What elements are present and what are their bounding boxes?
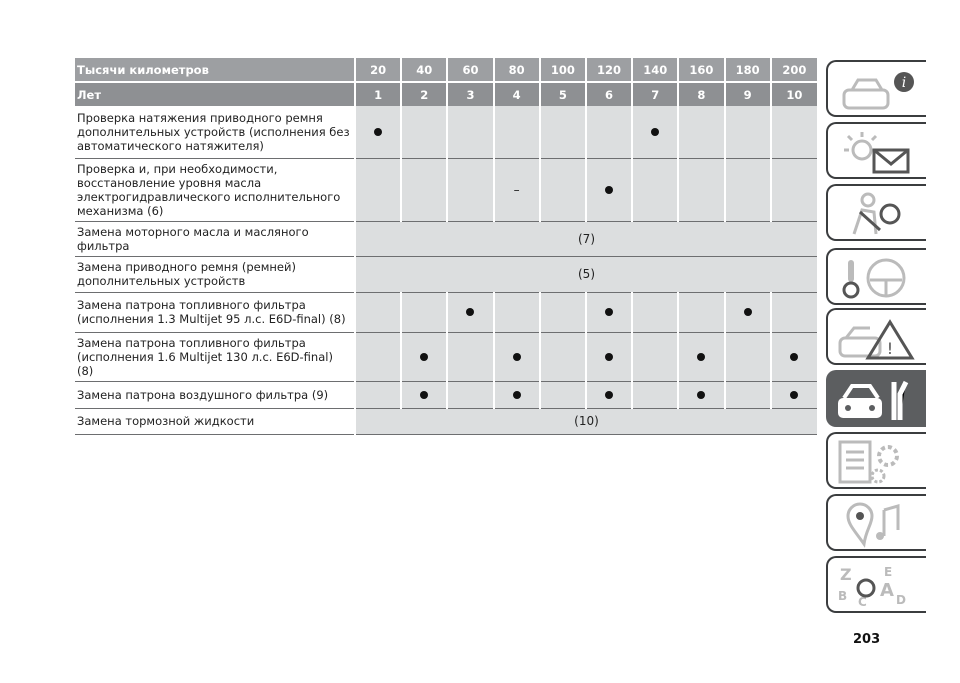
scheduled-dot-icon — [605, 308, 613, 316]
schedule-cell — [725, 381, 771, 408]
table-row — [75, 221, 817, 256]
car-wrench-icon — [834, 376, 920, 424]
km-header-cell: 140 — [632, 58, 678, 82]
svg-text:i: i — [901, 75, 907, 91]
chapter-tab[interactable] — [826, 122, 926, 179]
km-header-cell: 200 — [771, 58, 817, 82]
chapter-tab[interactable] — [826, 556, 926, 613]
schedule-cell — [447, 381, 493, 408]
operation-description: Замена патрона топливного фильтра (исполнения 1.6 Multijet 130 л.с. E6D-final) (8) — [75, 332, 355, 381]
km-header-cell: 180 — [725, 58, 771, 82]
km-header-cell: 120 — [586, 58, 632, 82]
km-header-cell: 80 — [494, 58, 540, 82]
schedule-cell — [540, 158, 586, 221]
years-header-cell: 10 — [771, 82, 817, 106]
scheduled-dot-icon — [605, 353, 613, 361]
schedule-cell — [401, 106, 447, 158]
years-header-cell: 6 — [586, 82, 632, 106]
scheduled-dot-icon — [790, 391, 798, 399]
schedule-cell — [447, 292, 493, 332]
years-header-cell: 1 — [355, 82, 401, 106]
schedule-cell — [586, 381, 632, 408]
scheduled-dot-icon — [420, 353, 428, 361]
interval-note: (5) — [355, 256, 817, 292]
operation-description: Замена тормозной жидкости — [75, 408, 355, 434]
document-gear-icon — [834, 438, 920, 486]
schedule-cell — [725, 332, 771, 381]
svg-text:C: C — [858, 595, 867, 609]
schedule-cell — [632, 106, 678, 158]
table-row — [75, 332, 817, 381]
table-row — [75, 256, 817, 292]
scheduled-dot-icon — [466, 308, 474, 316]
years-header-cell: 3 — [447, 82, 493, 106]
km-header-row — [75, 58, 817, 82]
km-header-cell: 160 — [678, 58, 724, 82]
years-header-cell: 9 — [725, 82, 771, 106]
page-number: 203 — [853, 632, 881, 647]
schedule-cell — [586, 332, 632, 381]
scheduled-dot-icon — [790, 353, 798, 361]
schedule-cell — [632, 292, 678, 332]
chapter-tab[interactable] — [826, 60, 926, 117]
schedule-cell — [678, 292, 724, 332]
schedule-cell — [355, 381, 401, 408]
chapter-tab[interactable] — [826, 184, 926, 241]
schedule-cell — [725, 158, 771, 221]
chapter-tab[interactable] — [826, 370, 926, 427]
schedule-cell — [401, 381, 447, 408]
scheduled-dot-icon — [374, 128, 382, 136]
years-header-cell: 2 — [401, 82, 447, 106]
operation-description: Замена патрона топливного фильтра (исполнения 1.3 Multijet 95 л.с. E6D-final) (8) — [75, 292, 355, 332]
schedule-cell — [494, 332, 540, 381]
years-header-cell: 5 — [540, 82, 586, 106]
gps-music-icon — [834, 500, 920, 548]
schedule-cell: – — [494, 158, 540, 221]
schedule-cell — [401, 332, 447, 381]
scheduled-dot-icon — [513, 353, 521, 361]
schedule-cell — [540, 292, 586, 332]
operation-description: Замена патрона воздушного фильтра (9) — [75, 381, 355, 408]
scheduled-dot-icon — [605, 186, 613, 194]
schedule-cell — [494, 381, 540, 408]
schedule-cell — [447, 106, 493, 158]
svg-text:B: B — [838, 589, 848, 603]
chapter-tab[interactable] — [826, 432, 926, 489]
schedule-cell — [771, 332, 817, 381]
schedule-cell — [632, 158, 678, 221]
chapter-tab[interactable] — [826, 494, 926, 551]
scheduled-dot-icon — [420, 391, 428, 399]
scheduled-dot-icon — [697, 353, 705, 361]
svg-text:!: ! — [886, 339, 894, 358]
schedule-cell — [586, 106, 632, 158]
km-header-cell: 40 — [401, 58, 447, 82]
lights-message-icon — [834, 128, 920, 176]
schedule-cell — [355, 332, 401, 381]
svg-text:E: E — [884, 565, 893, 579]
years-header-cell: 8 — [678, 82, 724, 106]
schedule-cell — [771, 292, 817, 332]
scheduled-dot-icon — [744, 308, 752, 316]
scheduled-dot-icon — [697, 391, 705, 399]
km-header-cell: 60 — [447, 58, 493, 82]
seat-belt-airbag-icon — [834, 190, 920, 238]
km-header-cell: 20 — [355, 58, 401, 82]
years-header-row — [75, 82, 817, 106]
table-row — [75, 408, 817, 434]
schedule-cell — [494, 292, 540, 332]
schedule-cell — [355, 106, 401, 158]
schedule-cell — [771, 381, 817, 408]
schedule-cell — [586, 292, 632, 332]
interval-note: (7) — [355, 221, 817, 256]
schedule-cell — [401, 158, 447, 221]
scheduled-dot-icon — [605, 391, 613, 399]
interval-note: (10) — [355, 408, 817, 434]
schedule-cell — [771, 106, 817, 158]
table-row — [75, 158, 817, 221]
km-header-label: Тысячи километров — [75, 58, 355, 82]
schedule-cell — [401, 292, 447, 332]
years-header-cell: 7 — [632, 82, 678, 106]
schedule-cell — [725, 106, 771, 158]
schedule-cell — [447, 158, 493, 221]
schedule-cell — [678, 158, 724, 221]
key-steering-wheel-icon — [834, 254, 920, 302]
schedule-cell — [632, 332, 678, 381]
chapter-tab[interactable] — [826, 308, 926, 365]
schedule-cell — [725, 292, 771, 332]
operation-description: Замена моторного масла и масляного фильтра — [75, 221, 355, 256]
maintenance-schedule-table — [75, 58, 817, 435]
svg-text:A: A — [880, 580, 894, 601]
schedule-cell — [771, 158, 817, 221]
alphabet-index-icon — [834, 562, 920, 610]
schedule-cell — [540, 332, 586, 381]
years-header-label: Лет — [75, 82, 355, 106]
schedule-cell — [678, 106, 724, 158]
scheduled-dot-icon — [651, 128, 659, 136]
schedule-cell — [447, 332, 493, 381]
schedule-cell — [632, 381, 678, 408]
svg-text:D: D — [896, 593, 906, 607]
table-row — [75, 292, 817, 332]
svg-text:Z: Z — [840, 565, 852, 584]
operation-description: Проверка и, при необходимости, восстановление уровня масла электрогидравлического исполнительного механизма (6) — [75, 158, 355, 221]
chapter-tab[interactable] — [826, 248, 926, 305]
schedule-cell — [540, 106, 586, 158]
table-row — [75, 106, 817, 158]
km-header-cell: 100 — [540, 58, 586, 82]
table-row — [75, 381, 817, 408]
car-warning-triangle-icon — [834, 314, 920, 362]
schedule-cell — [355, 292, 401, 332]
schedule-cell — [540, 381, 586, 408]
schedule-cell — [678, 381, 724, 408]
operation-description: Проверка натяжения приводного ремня дополнительных устройств (исполнения без автоматического натяжителя) — [75, 106, 355, 158]
years-header-cell: 4 — [494, 82, 540, 106]
schedule-cell — [678, 332, 724, 381]
scheduled-dot-icon — [513, 391, 521, 399]
schedule-cell — [586, 158, 632, 221]
operation-description: Замена приводного ремня (ремней) дополнительных устройств — [75, 256, 355, 292]
schedule-cell — [494, 106, 540, 158]
car-info-icon — [834, 66, 920, 114]
schedule-cell — [355, 158, 401, 221]
